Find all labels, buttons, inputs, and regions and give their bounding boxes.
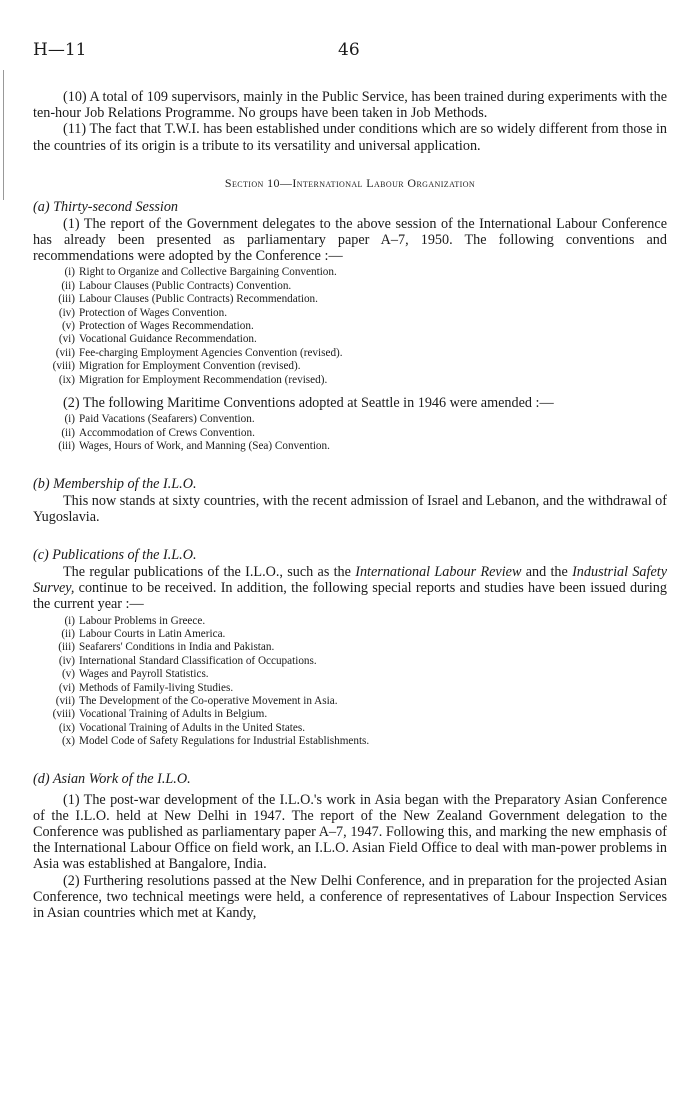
document-reference: H—11 [33, 40, 87, 60]
list-item-text: Seafarers' Conditions in India and Pakistan. [79, 641, 275, 654]
list-item-number: (iv) [58, 306, 75, 319]
list-item-text: Wages and Payroll Statistics. [79, 668, 209, 681]
list-item [33, 682, 667, 695]
list-item-text: Migration for Employment Convention (revised). [79, 360, 301, 373]
subsection-a-para-1: (1) The report of the Government delegates to the above session of the International Labour Conference has already been presented as parliamentary paper A–7, 1950. The following conventions and recommendations were adopted by the Conference :— [33, 215, 667, 265]
list-item-text: Migration for Employment Recommendation (revised). [79, 373, 328, 386]
list-item-text: Model Code of Safety Regulations for Industrial Establishments. [79, 735, 370, 748]
c-para-mid: and the [521, 563, 573, 580]
list-item-text: Right to Organize and Collective Bargaining Convention. [79, 266, 337, 279]
list-item-number: (ii) [61, 627, 75, 640]
list-item-text: Vocational Training of Adults in Belgium. [79, 708, 268, 721]
list-item-number: (vii) [55, 694, 75, 707]
subsection-a-para-2: (2) The following Maritime Conventions adopted at Seattle in 1946 were amended :— [63, 395, 554, 412]
list-item [33, 307, 667, 320]
list-item-number: (vi) [58, 681, 75, 694]
list-item-text: Accommodation of Crews Convention. [79, 426, 255, 439]
list-item-number: (ix) [58, 373, 75, 386]
list-item [33, 668, 667, 681]
list-item-text: Vocational Training of Adults in the United States. [79, 721, 306, 734]
paragraph-10: (10) A total of 109 supervisors, mainly in the Public Service, has been trained during experiments with the ten-hour Job Relations Programme. No groups have been taken in Job Methods. [33, 89, 667, 122]
list-item [33, 360, 667, 373]
list-item [33, 722, 667, 735]
list-item [33, 427, 667, 440]
list-item-number: (vi) [58, 333, 75, 346]
list-item-text: Fee-charging Employment Agencies Convention (revised). [79, 346, 343, 359]
list-item [33, 695, 667, 708]
subsection-d-heading: (d) Asian Work of the I.L.O. [33, 770, 191, 787]
list-item [33, 735, 667, 748]
list-item-number: (viii) [52, 360, 75, 373]
list-item-number: (i) [64, 413, 75, 426]
list-item-text: Paid Vacations (Seafarers) Convention. [79, 413, 255, 426]
subsection-a-heading: (a) Thirty-second Session [33, 198, 179, 215]
list-item [33, 293, 667, 306]
list-item-number: (ix) [58, 721, 75, 734]
list-item-text: The Development of the Co-operative Movement in Asia. [79, 694, 338, 707]
maritime-conventions-list [33, 413, 667, 453]
list-item-text: Protection of Wages Convention. [79, 306, 228, 319]
list-item-number: (v) [61, 320, 75, 333]
list-item-text: International Standard Classification of Occupations. [79, 654, 317, 667]
list-item-text: Vocational Guidance Recommendation. [79, 333, 257, 346]
c-title-review: International Labour Review [355, 563, 522, 580]
list-item-number: (x) [61, 735, 75, 748]
list-item-text: Labour Problems in Greece. [79, 614, 206, 627]
list-item [33, 440, 667, 453]
publications-list [33, 615, 667, 749]
list-item [33, 615, 667, 628]
subsection-b-heading: (b) Membership of the I.L.O. [33, 475, 197, 492]
list-item-number: (i) [64, 266, 75, 279]
list-item-number: (v) [61, 668, 75, 681]
page-number: 46 [338, 40, 360, 60]
c-para-end: continue to be received. In addition, the following special reports and studies have been issued during the current year :— [33, 580, 667, 613]
list-item-text: Wages, Hours of Work, and Manning (Sea) Convention. [79, 440, 330, 453]
list-item-number: (iii) [58, 641, 75, 654]
c-title-survey: Industrial Safety Survey, [33, 563, 667, 597]
list-item-number: (viii) [52, 708, 75, 721]
list-item [33, 628, 667, 641]
list-item-text: Labour Clauses (Public Contracts) Recommendation. [79, 293, 318, 306]
list-item [33, 320, 667, 333]
list-item [33, 333, 667, 346]
list-item [33, 708, 667, 721]
c-para-start: The regular publications of the I.L.O., such as the [63, 563, 356, 580]
list-item-number: (vii) [55, 346, 75, 359]
conventions-list [33, 266, 667, 387]
list-item-number: (ii) [61, 426, 75, 439]
page-body [33, 89, 667, 921]
list-item-number: (ii) [61, 279, 75, 292]
section-title: Section 10—International Labour Organization [224, 175, 476, 190]
list-item-text: Protection of Wages Recommendation. [79, 320, 254, 333]
list-item-number: (iii) [58, 440, 75, 453]
list-item [33, 641, 667, 654]
list-item [33, 374, 667, 387]
paragraph-11: (11) The fact that T.W.I. has been established under conditions which are so widely different from those in the countries of its origin is a tribute to its versatility and universal application. [33, 121, 667, 154]
list-item-text: Methods of Family-living Studies. [79, 681, 234, 694]
subsection-b-para: This now stands at sixty countries, with the recent admission of Israel and Lebanon, and the withdrawal of Yugoslavia. [33, 492, 668, 525]
subsection-c-para [33, 564, 667, 613]
list-item [33, 347, 667, 360]
list-item [33, 413, 667, 426]
subsection-c-heading: (c) Publications of the I.L.O. [33, 546, 197, 563]
list-item-number: (i) [64, 614, 75, 627]
list-item-text: Labour Courts in Latin America. [79, 627, 226, 640]
subsection-d-para-1: (1) The post-war development of the I.L.O.'s work in Asia began with the Preparatory Asian Conference of the I.L.O. held at New Delhi in 1947. The report of the New Zealand Government delegation to the Conference was published as parliamentary paper A–7, 1947. Following this, and marking the new emphasis of the International Labour Office on field work, an I.L.O. Asian Field Office to deal with man-power problems in Asia was established at Bangalore, India. [33, 791, 667, 873]
list-item [33, 655, 667, 668]
list-item-text: Labour Clauses (Public Contracts) Convention. [79, 279, 292, 292]
list-item-number: (iii) [58, 293, 75, 306]
subsection-d-para-2: (2) Furthering resolutions passed at the New Delhi Conference, and in preparation for the projected Asian Conference, two technical meetings were held, a conference of representatives of Labour Inspection Services in Asian countries which met at Kandy, [33, 872, 667, 921]
margin-rule [3, 70, 4, 200]
list-item [33, 266, 667, 279]
list-item-number: (iv) [58, 654, 75, 667]
list-item [33, 280, 667, 293]
